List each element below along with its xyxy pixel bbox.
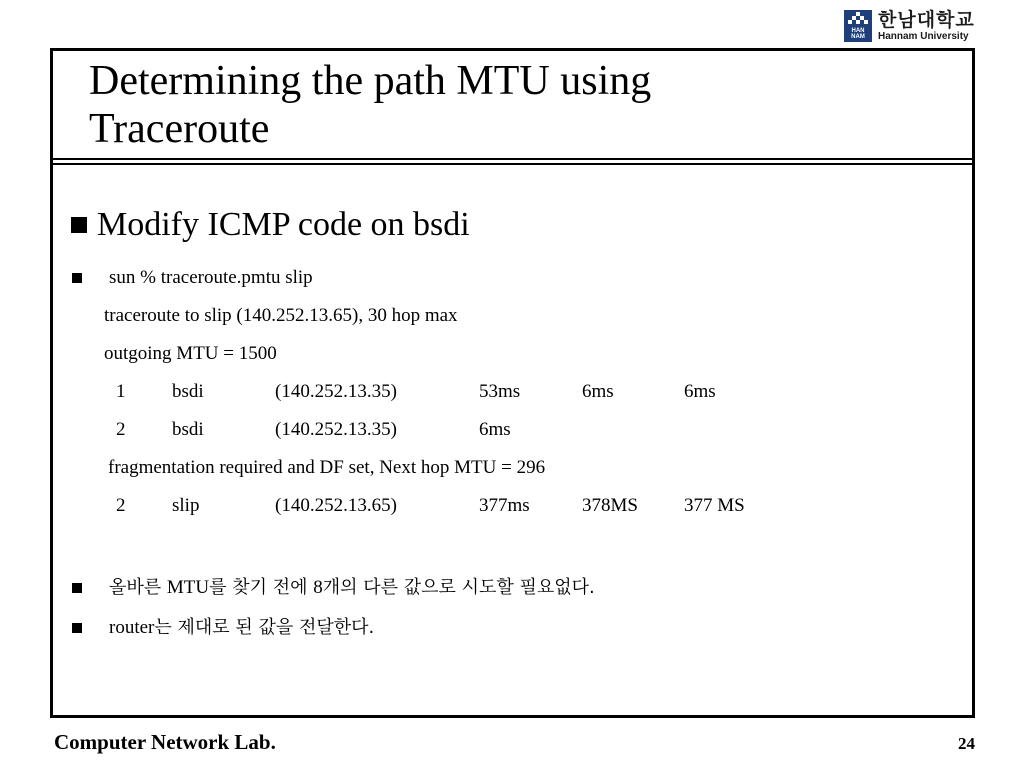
- hop-number: 2: [116, 419, 126, 440]
- hop-host: slip: [172, 495, 200, 516]
- output-line: outgoing MTU = 1500: [104, 343, 277, 364]
- footer-lab-name: Computer Network Lab.: [54, 730, 276, 754]
- square-bullet-icon: [72, 623, 82, 633]
- note-text: 8: [313, 577, 323, 598]
- hop-time-3: 6ms: [684, 381, 716, 402]
- hop-time-3: 377 MS: [684, 495, 745, 516]
- title-divider: [53, 158, 972, 160]
- note-text: 를 찾기 전에: [209, 577, 314, 598]
- title-divider-double: [53, 163, 972, 165]
- note-text: router: [109, 617, 155, 638]
- title-line-1: Determining the path MTU using: [89, 58, 652, 104]
- hop-time-1: 53ms: [479, 381, 521, 402]
- output-line: traceroute to slip (140.252.13.65), 30 hop max: [104, 305, 458, 326]
- logo-english-name: Hannam University: [878, 31, 969, 42]
- hop-number: 2: [116, 495, 126, 516]
- hannam-emblem-icon: [844, 10, 872, 42]
- note-text: 올바른: [109, 577, 167, 598]
- fragmentation-line: fragmentation required and DF set, Next hop MTU = 296: [108, 457, 546, 478]
- hop-ip: (140.252.13.35): [275, 381, 397, 402]
- hop-time-2: 6ms: [582, 381, 614, 402]
- hop-time-1: 6ms: [479, 419, 511, 440]
- title-line-2: Traceroute: [89, 106, 270, 152]
- main-bullet: [71, 205, 470, 245]
- note-text: MTU: [166, 577, 210, 598]
- note-line-2: [109, 617, 374, 639]
- note-line-1: [109, 577, 595, 599]
- square-bullet-icon: [71, 217, 87, 233]
- logo-korean-name: 한남대학교: [878, 9, 975, 31]
- emblem-text: HAN NAM: [851, 28, 865, 40]
- hop-time-2: 378MS: [582, 495, 638, 516]
- university-logo: [844, 8, 975, 44]
- hop-ip: (140.252.13.35): [275, 419, 397, 440]
- title-area: [53, 51, 972, 159]
- hop-host: bsdi: [172, 381, 204, 402]
- hop-host: bsdi: [172, 419, 204, 440]
- main-bullet-text: Modify ICMP code on bsdi: [97, 206, 470, 243]
- page-number: 24: [958, 734, 975, 753]
- slide-content: [53, 169, 972, 715]
- hop-time-1: 377ms: [479, 495, 530, 516]
- hop-number: 1: [116, 381, 126, 402]
- emblem-graphic: [848, 12, 868, 26]
- square-bullet-icon: [72, 273, 82, 283]
- hop-ip: (140.252.13.65): [275, 495, 397, 516]
- slide-frame: [50, 48, 975, 718]
- note-text: 개의 다른 값으로 시도할 필요없다.: [322, 577, 595, 598]
- note-text: 는 제대로 된 값을 전달한다.: [154, 617, 375, 638]
- slide-title: [89, 57, 651, 153]
- command-line: sun % traceroute.pmtu slip: [109, 267, 313, 288]
- square-bullet-icon: [72, 583, 82, 593]
